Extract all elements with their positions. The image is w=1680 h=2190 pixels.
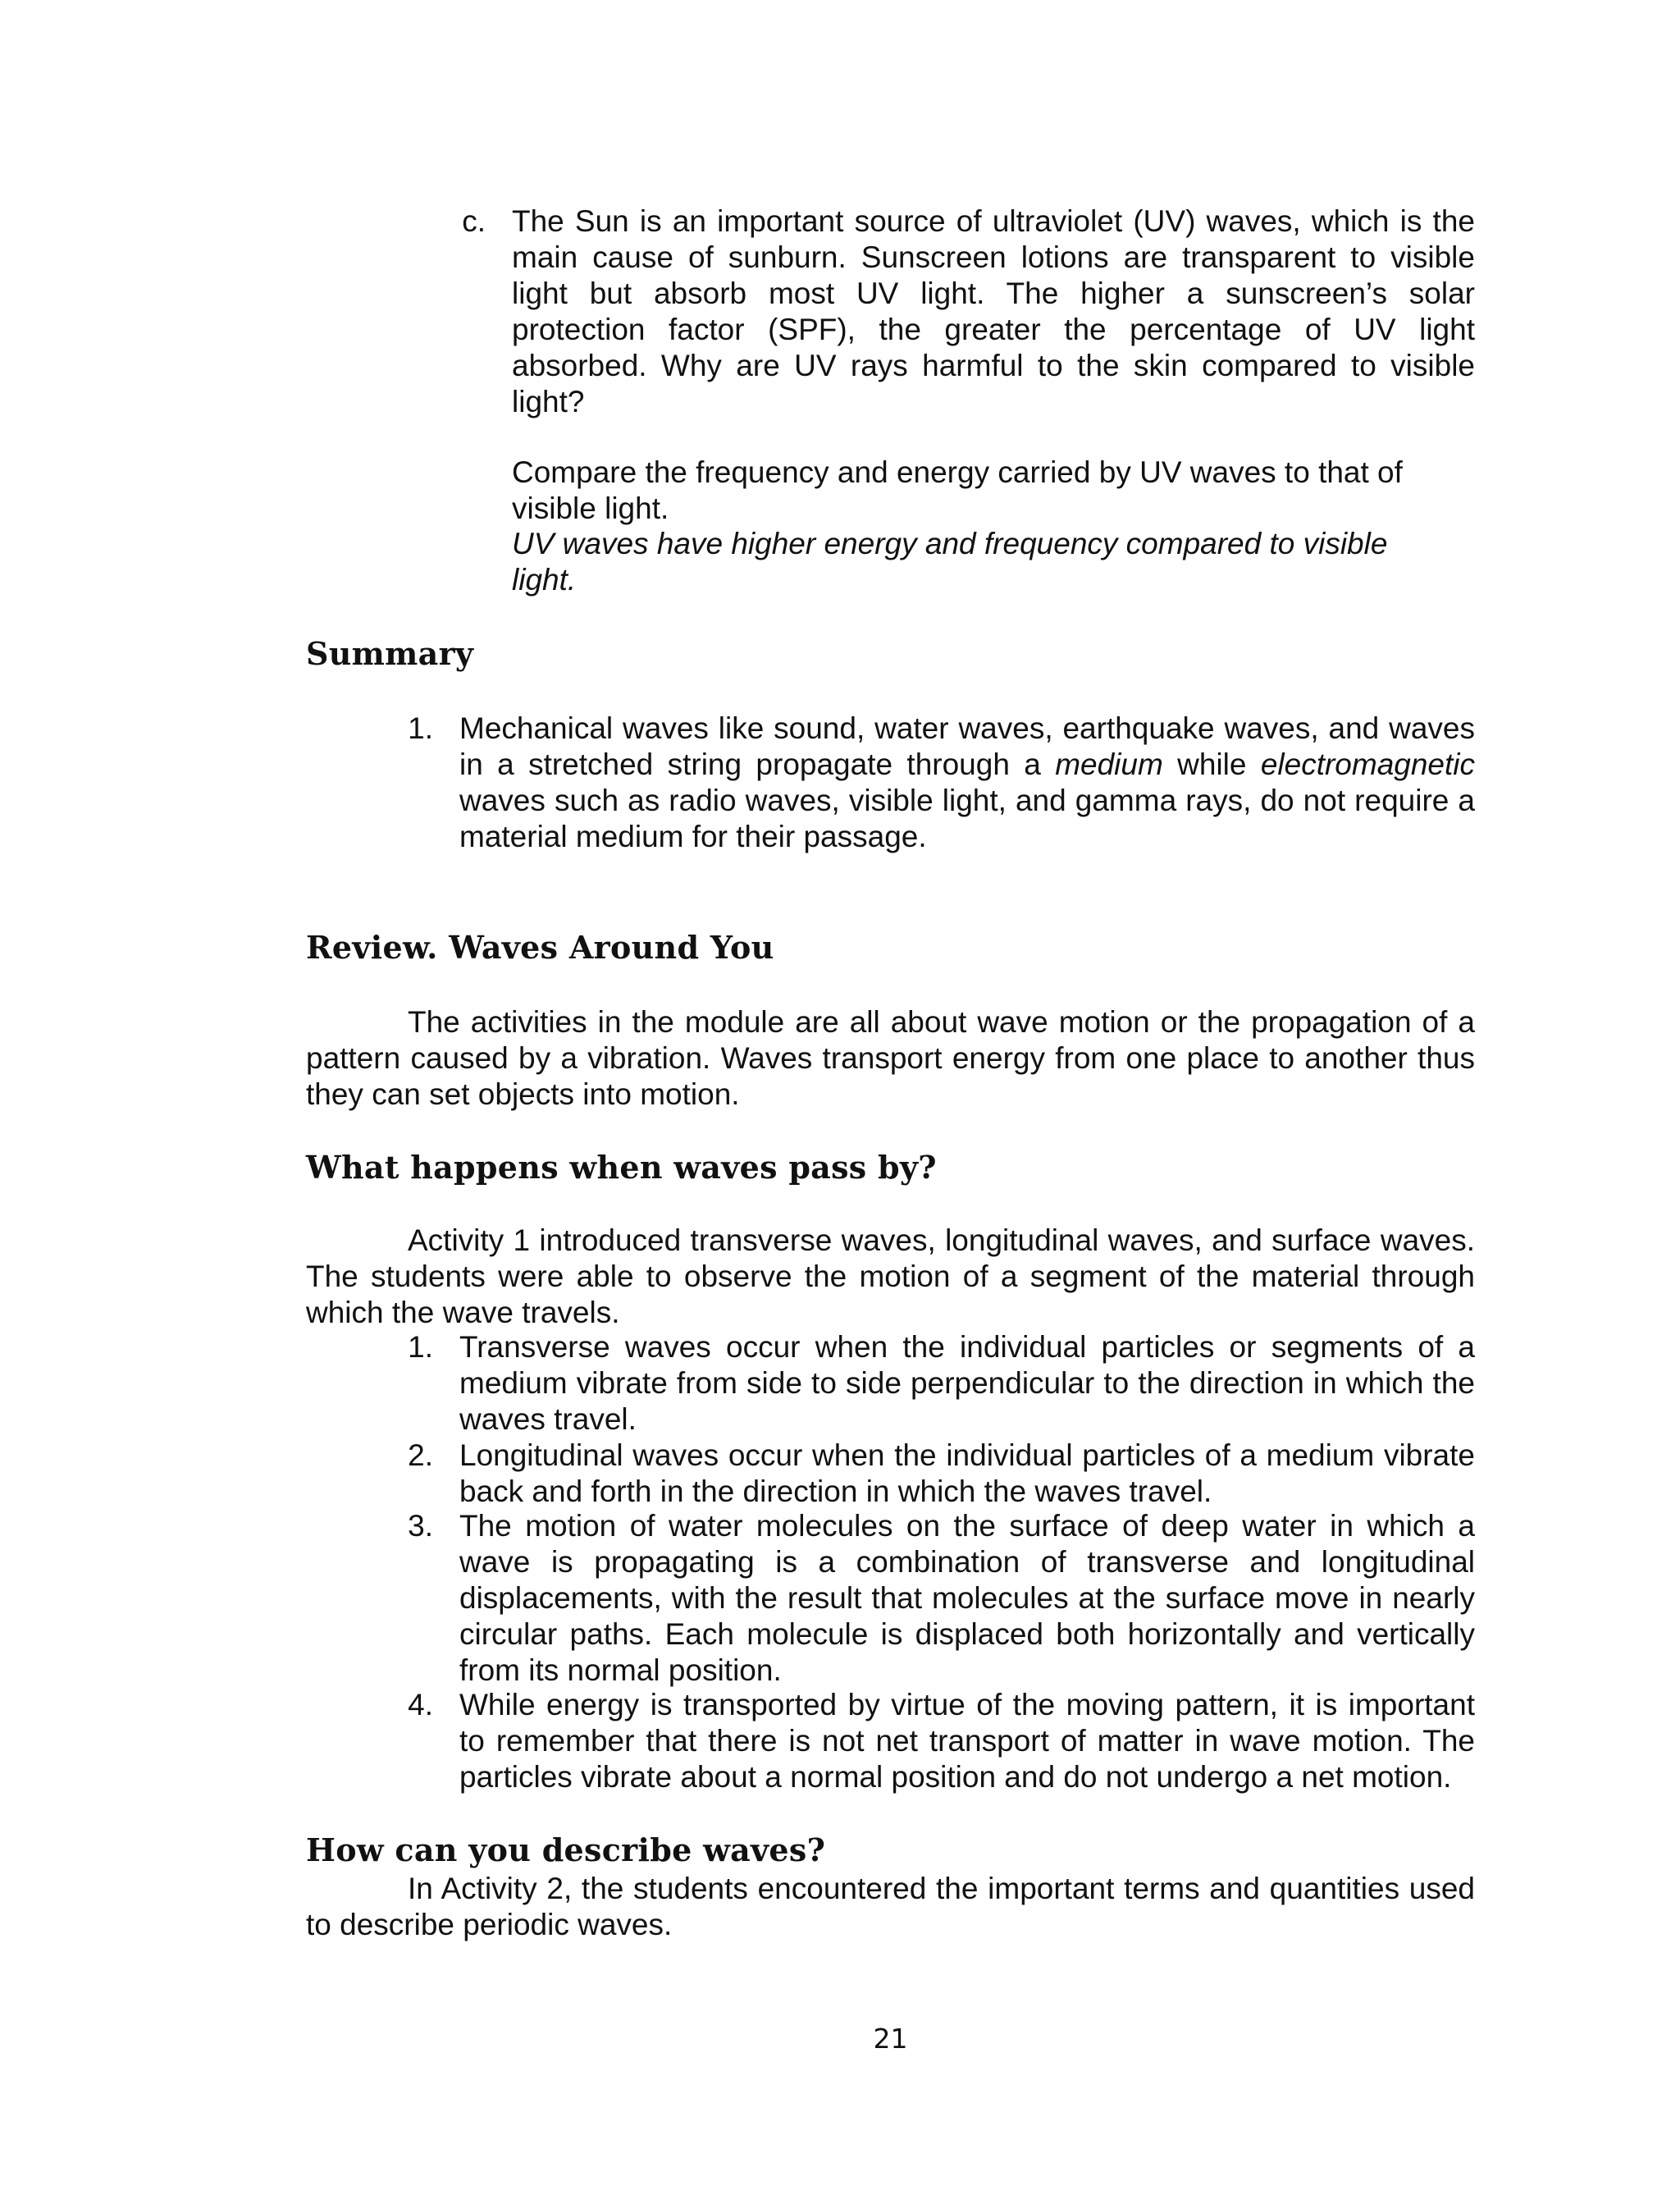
summary-item-marker: 1. <box>408 711 433 745</box>
summary-item-text <box>459 711 1475 855</box>
item-c-question: Compare the frequency and energy carried by UV waves to that of visible light. <box>512 455 1403 525</box>
summary-text-part3: waves such as radio waves, visible light, and gamma rays, do not require a material medium for their passage. <box>459 784 1475 853</box>
item-c-answer: UV waves have higher energy and frequency compared to visible light. <box>512 527 1388 597</box>
list-item-3: The motion of water molecules on the surface of deep water in which a wave is propagating is a combination of transverse and longitudinal displacements, with the result that molecules at the surface move in nearly circular paths. Each molecule is displaced both horizontally and vertically from its normal position. <box>459 1509 1475 1687</box>
summary-text-part1: Mechanical waves like sound, water waves, earthquake waves, and waves in a stretched string propagate through a <box>459 711 1475 781</box>
list-item-4: While energy is transported by virtue of the moving pattern, it is important to remember that there is not net transport of matter in wave motion. The particles vibrate about a normal position and do not undergo a net motion. <box>459 1688 1475 1794</box>
summary-text-electromagnetic: electromagnetic <box>1260 748 1475 781</box>
page-number: 21 <box>873 2023 908 2055</box>
summary-heading: Summary <box>306 635 474 672</box>
list-marker-2: 2. <box>408 1438 433 1472</box>
describe-paragraph: In Activity 2, the students encountered the important terms and quantities used to describe periodic waves. <box>306 1872 1475 1941</box>
list-marker-1: 1. <box>408 1330 433 1364</box>
summary-text-part2: while <box>1162 748 1261 781</box>
summary-text-medium: medium <box>1055 748 1163 781</box>
list-marker-c: c. <box>462 204 486 238</box>
list-marker-3: 3. <box>408 1509 433 1543</box>
list-item-1: Transverse waves occur when the individual particles or segments of a medium vibrate from side to side perpendicular to the direction in which the waves travel. <box>459 1330 1475 1436</box>
item-c-text: The Sun is an important source of ultraviolet (UV) waves, which is the main cause of sunburn. Sunscreen lotions are transparent to visible light but absorb most UV light. The higher a sunscreen’s solar protection factor (SPF), the greater the percentage of UV light absorbed. Why are UV rays harmful to the skin compared to visible light? <box>512 204 1475 418</box>
review-heading: Review. Waves Around You <box>306 929 774 966</box>
what-happens-heading: What happens when waves pass by? <box>306 1149 937 1186</box>
describe-heading: How can you describe waves? <box>306 1831 826 1868</box>
review-paragraph: The activities in the module are all about wave motion or the propagation of a pattern caused by a vibration. Waves transport energy from one place to another thus they can set objects into motion. <box>306 1005 1475 1111</box>
what-happens-intro: Activity 1 introduced transverse waves, longitudinal waves, and surface waves. The students were able to observe the motion of a segment of the material through which the wave travels. <box>306 1223 1475 1329</box>
list-marker-4: 4. <box>408 1688 433 1721</box>
list-item-2: Longitudinal waves occur when the individual particles of a medium vibrate back and forth in the direction in which the waves travel. <box>459 1438 1475 1508</box>
